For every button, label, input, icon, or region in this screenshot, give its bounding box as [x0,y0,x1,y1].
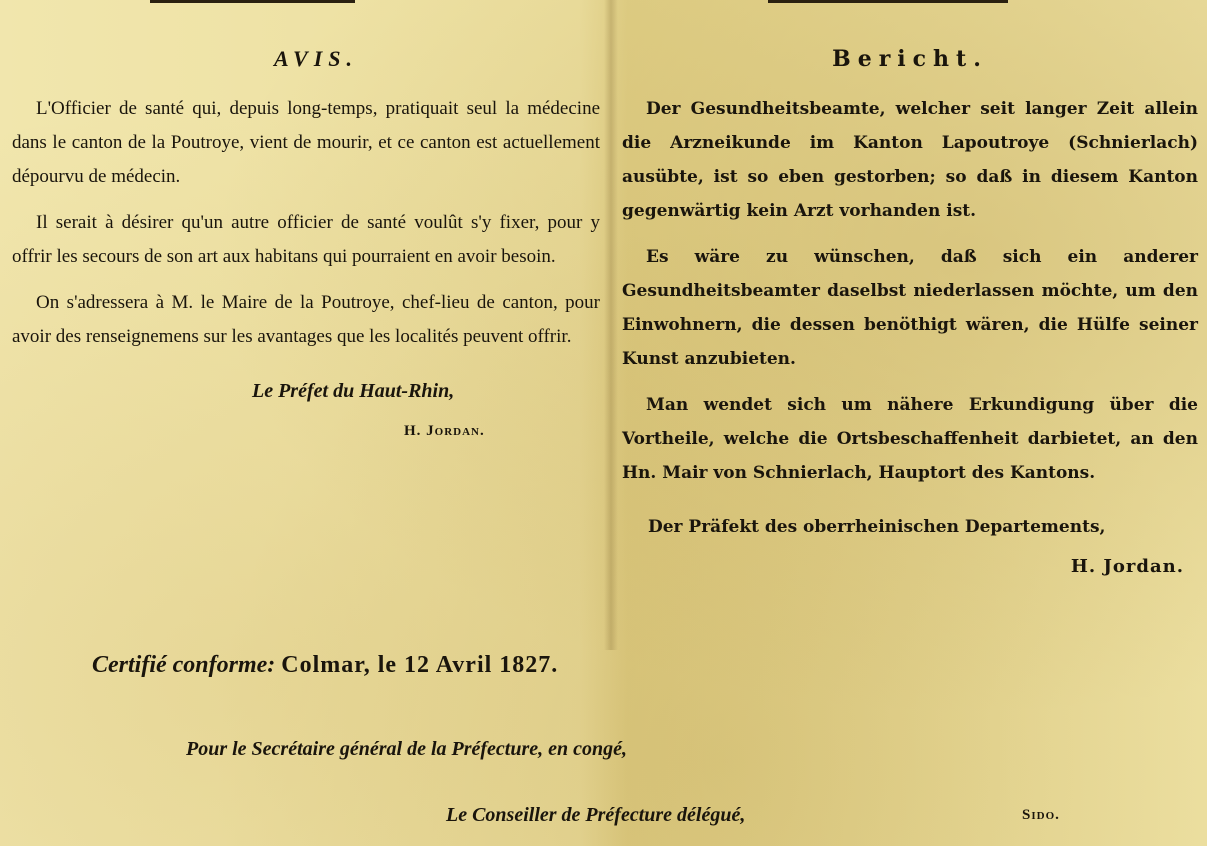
german-signature-title: Der Präfekt des oberrheinischen Departements, [648,517,1106,537]
german-heading: Bericht. [832,46,988,72]
signer-name: Sido. [1022,807,1060,823]
councillor-line: Le Conseiller de Préfecture délégué, [446,804,746,826]
german-paragraph-2: Es wäre zu wünschen, daß sich ein anderer Gesundheitsbeamter daselbst niederlassen möchte, um den Einwohnern, die dessen benöthigt wären, die Hülfe seiner Kunst anzubieten. [622,247,1198,369]
french-column [12,44,600,444]
french-paragraph-2: Il serait à désirer qu'un autre officier de santé voulût s'y fixer, pour y offrir les secours de son art aux habitans qui pourraient en avoir besoin. [12,212,600,267]
german-signature-name: H. Jordan. [1070,556,1184,577]
german-paragraph-3: Man wendet sich um nähere Erkundigung über die Vortheile, welche die Ortsbeschaffenheit darbietet, an den Hn. Mair von Schnierlach, Hauptort des Kantons. [622,395,1198,483]
certified-place-date: Colmar, le 12 Avril 1827. [281,652,559,678]
page-fold [604,0,618,650]
french-paragraph-1: L'Officier de santé qui, depuis long-temps, pratiquait seul la médecine dans le canton de la Poutroye, vient de mourir, et ce canton est actuellement dépourvu de médecin. [12,98,600,187]
certified-lead: Certifié conforme: [92,652,276,678]
french-signature-title: Le Préfet du Haut-Rhin, [252,380,455,402]
french-signature-name: H. Jordan. [404,423,485,439]
french-heading: AVIS. [273,46,358,71]
top-rule-right [768,0,1008,3]
secretary-line: Pour le Secrétaire général de la Préfecture, en congé, [186,738,628,760]
french-paragraph-3: On s'adressera à M. le Maire de la Poutroye, chef-lieu de canton, pour avoir des renseignemens sur les avantages que les localités peuvent offrir. [12,292,600,347]
top-rule-left [150,0,355,3]
certification-line [92,648,558,682]
german-paragraph-1: Der Gesundheitsbeamte, welcher seit langer Zeit allein die Arzneikunde im Kanton Lapoutroye (Schnierlach) ausübte, ist so eben gestorben; so daß in diesem Kanton gegenwärtig kein Arzt vorhanden ist. [622,99,1198,221]
german-column [622,44,1198,580]
